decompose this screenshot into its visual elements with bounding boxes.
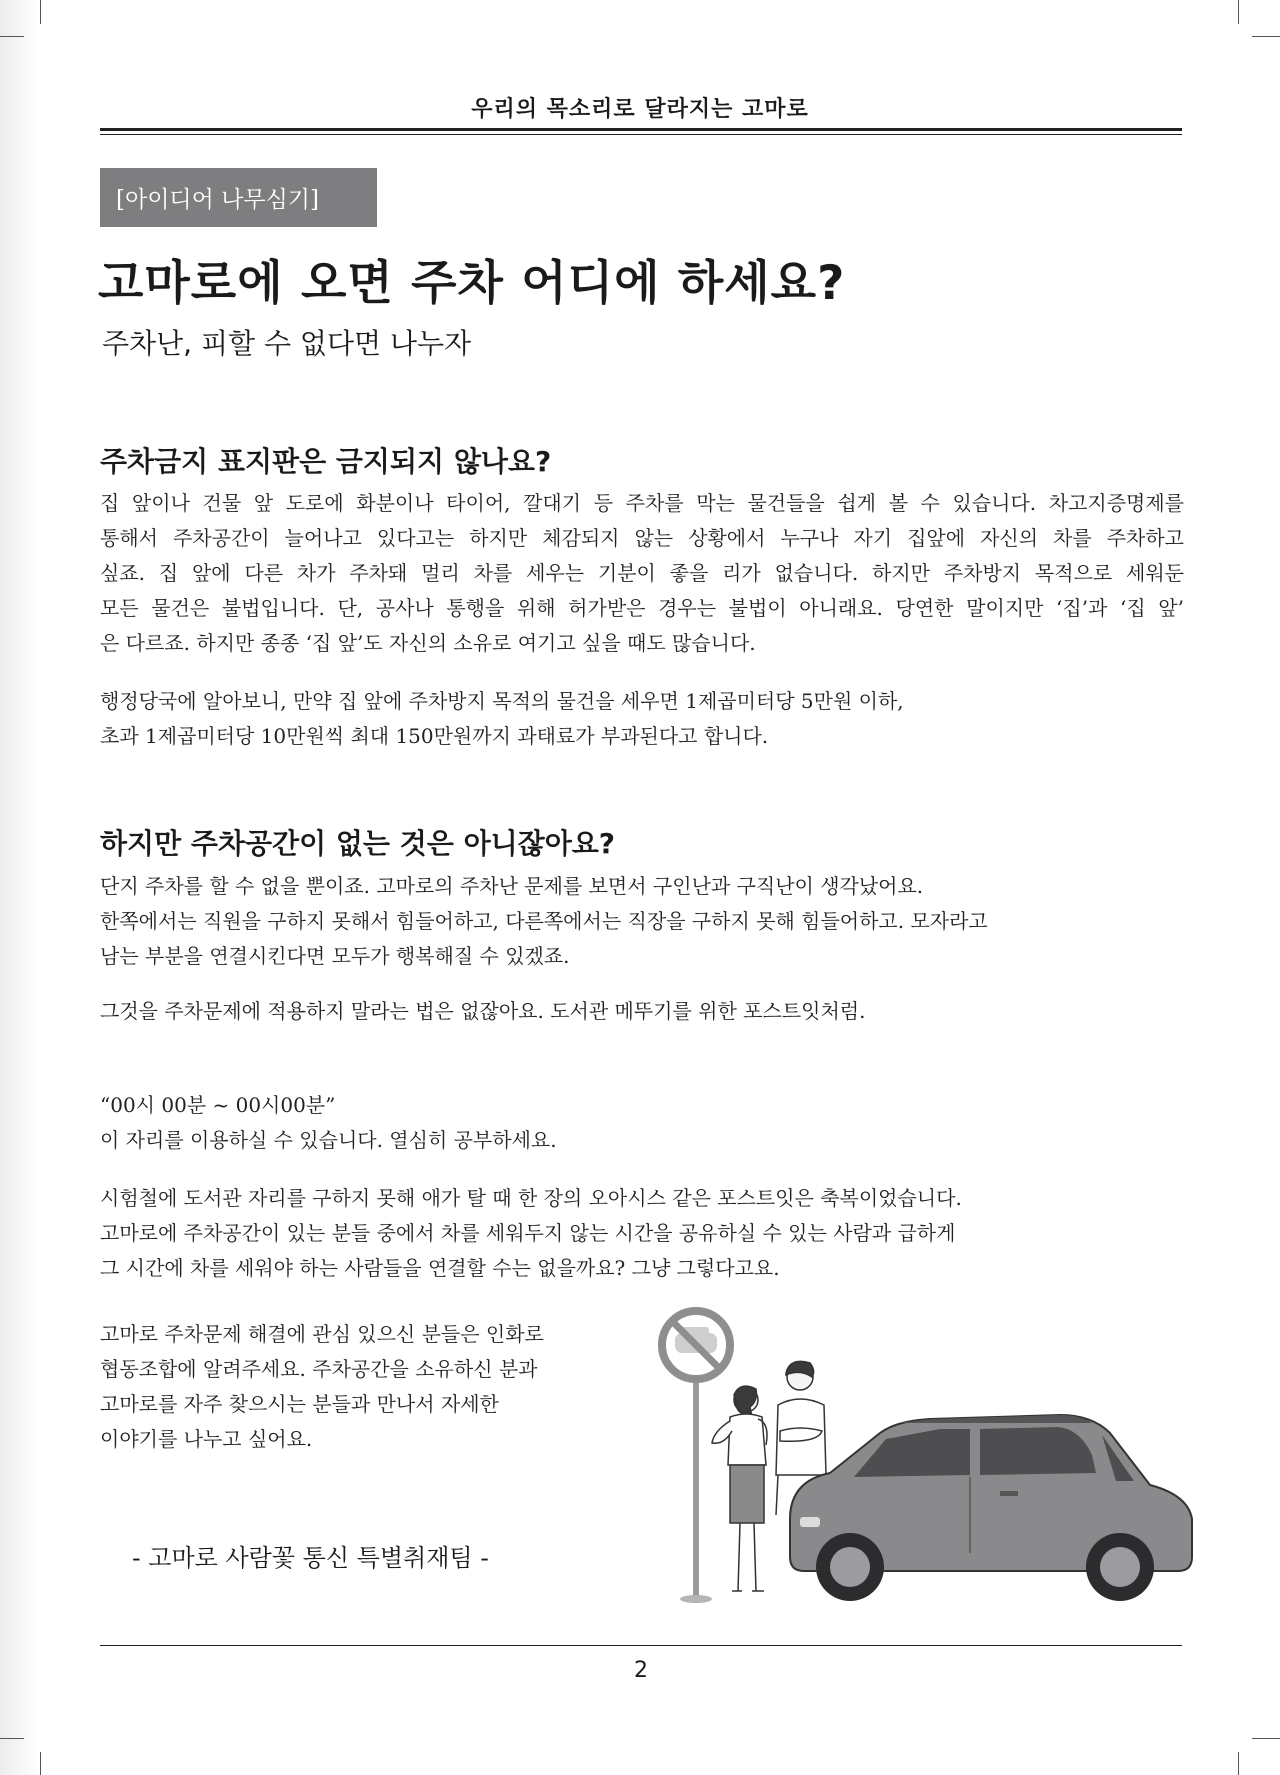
paragraph-line: 이야기를 나누고 싶어요.: [100, 1427, 313, 1451]
paragraph: [100, 869, 1184, 974]
footer-rule: [100, 1645, 1182, 1646]
page-number: 2: [634, 1658, 648, 1683]
paragraph-line: 집 앞이나 건물 앞 도로에 화분이나 타이어, 깔대기 등 주차를 막는 물건들을 쉽게 볼 수 있습니다. 차고지증명제를: [100, 491, 1184, 515]
section-heading-1: 주차금지 표지판은 금지되지 않나요?: [100, 445, 552, 478]
paragraph-line: 모든 물건은 불법입니다. 단, 공사나 통행을 위해 허가받은 경우는 불법이 아니래요. 당연한 말이지만 ‘집’과 ‘집 앞’: [100, 596, 1184, 620]
paragraph: [100, 1181, 1184, 1286]
paragraph: [100, 994, 1184, 1029]
paragraph-line: 그 시간에 차를 세워야 하는 사람들을 연결할 수는 없을까요? 그냥 그렇다고요.: [100, 1256, 780, 1280]
crop-mark: [40, 0, 41, 24]
crop-mark: [1238, 0, 1239, 24]
paragraph-line: 그것을 주차문제에 적용하지 말라는 법은 없잖아요. 도서관 메뚜기를 위한 포스트잇처럼.: [100, 999, 866, 1023]
crop-mark: [1238, 1752, 1239, 1775]
crop-mark: [40, 1752, 41, 1775]
paragraph-line: 시험철에 도서관 자리를 구하지 못해 애가 탈 때 한 장의 오아시스 같은 포스트잇은 축복이었습니다.: [100, 1186, 962, 1210]
paragraph-line: 싶죠. 집 앞에 다른 차가 주차돼 멀리 차를 세우는 기분이 좋을 리가 없습니다. 하지만 주차방지 목적으로 세워둔: [100, 561, 1184, 585]
article-title: 고마로에 오면 주차 어디에 하세요?: [98, 256, 846, 311]
paragraph: [100, 1317, 620, 1457]
paragraph-line: 단지 주차를 할 수 없을 뿐이죠. 고마로의 주차난 문제를 보면서 구인난과 구직난이 생각났어요.: [100, 874, 924, 898]
paragraph-line: 고마로 주차문제 해결에 관심 있으신 분들은 인화로: [100, 1322, 544, 1346]
running-header: 우리의 목소리로 달라지는 고마로: [471, 97, 809, 122]
no-parking-sign-icon: [662, 1311, 730, 1603]
woman-on-phone-icon: [712, 1386, 767, 1591]
paragraph-line: 남는 부분을 연결시킨다면 모두가 행복해질 수 있겠죠.: [100, 944, 570, 968]
paragraph-line: 고마로를 자주 찾으시는 분들과 만나서 자세한: [100, 1392, 499, 1416]
paragraph-line: 행정당국에 알아보니, 만약 집 앞에 주차방지 목적의 물건을 세우면 1제곱미터당 5만원 이하,: [100, 689, 904, 713]
section-heading-2: 하지만 주차공간이 없는 것은 아니잖아요?: [100, 827, 616, 860]
category-tag: [아이디어 나무심기]: [100, 168, 377, 227]
page-shadow-edge: [0, 0, 40, 1775]
crop-mark: [0, 36, 24, 37]
byline: - 고마로 사람꽃 통신 특별취재팀 -: [132, 1544, 489, 1572]
article-subtitle: 주차난, 피할 수 없다면 나누자: [102, 327, 472, 360]
paragraph: [100, 486, 1184, 661]
paragraph-line: 은 다르죠. 하지만 종종 ‘집 앞’도 자신의 소유로 여기고 싶을 때도 많습니다.: [100, 631, 756, 655]
quote-line: “00시 00분 ~ 00시00분”: [100, 1093, 336, 1117]
crop-mark: [1252, 1738, 1280, 1739]
paragraph-line: 초과 1제곱미터당 10만원씩 최대 150만원까지 과태료가 부과된다고 합니다.: [100, 724, 769, 748]
paragraph-line: 한쪽에서는 직원을 구하지 못해서 힘들어하고, 다른쪽에서는 직장을 구하지 못해 힘들어하고. 모자라고: [100, 909, 988, 933]
quote-line: 이 자리를 이용하실 수 있습니다. 열심히 공부하세요.: [100, 1128, 557, 1152]
header-rule-thin: [100, 134, 1182, 135]
paragraph-line: 고마로에 주차공간이 있는 분들 중에서 차를 세워두지 않는 시간을 공유하실 수 있는 사람과 급하게: [100, 1221, 956, 1245]
crop-mark: [1252, 36, 1280, 37]
paragraph-line: 협동조합에 알려주세요. 주차공간을 소유하신 분과: [100, 1357, 538, 1381]
car-icon: [790, 1415, 1192, 1601]
paragraph: [100, 684, 1184, 754]
parking-illustration: [640, 1305, 1200, 1605]
paragraph-line: 통해서 주차공간이 늘어나고 있다고는 하지만 체감되지 않는 상황에서 누구나 자기 집앞에 자신의 차를 주차하고: [100, 526, 1184, 550]
quote-block: [100, 1088, 1184, 1158]
crop-mark: [0, 1738, 24, 1739]
header-rule: [100, 128, 1182, 131]
